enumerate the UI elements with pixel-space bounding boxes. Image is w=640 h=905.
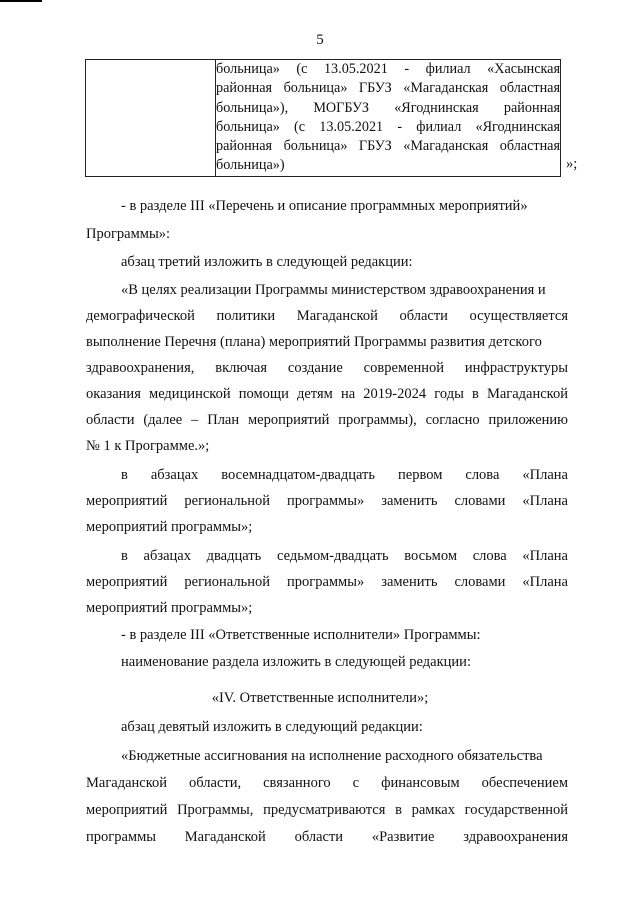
paragraph-line: в абзацах восемнадцатом-двадцать первом слова «Плана [121, 467, 568, 483]
section-heading: «IV. Ответственные исполнители»; [211, 690, 429, 706]
table-line: больница» (с 13.05.2021 - филиал «Ягоднинская [216, 118, 560, 135]
paragraph-line: области (далее – План мероприятий программы), согласно приложению [86, 412, 568, 428]
paragraph-line: абзац девятый изложить в следующий редакции: [121, 719, 423, 735]
paragraph-line: Магаданской области, связанного с финансовым обеспечением [86, 775, 568, 791]
paragraph-line: «В целях реализации Программы министерством здравоохранения и [121, 282, 546, 298]
paragraph-line: абзац третий изложить в следующей редакции: [121, 254, 413, 270]
continuation-table [85, 59, 561, 177]
paragraph-line: мероприятий региональной программы» заменить словами «Плана [86, 574, 568, 590]
table-text-cell [216, 60, 561, 177]
corner-scan-mark [0, 0, 42, 2]
paragraph-line: демографической политики Магаданской области осуществляется [86, 308, 568, 324]
table-closing-quote: »; [566, 156, 578, 172]
paragraph-line: Программы»: [86, 226, 170, 242]
paragraph-line: мероприятий региональной программы» заменить словами «Плана [86, 493, 568, 509]
table-line: больница») [216, 157, 285, 174]
paragraph-line: оказания медицинской помощи детям на 2019-2024 годы в Магаданской [86, 386, 568, 402]
paragraph-line: - в разделе III «Перечень и описание программных мероприятий» [121, 198, 528, 214]
table-line: больница» (с 13.05.2021 - филиал «Хасынская [216, 61, 560, 77]
paragraph-line: мероприятий программы»; [86, 519, 253, 535]
paragraph-line: наименование раздела изложить в следующей редакции: [121, 654, 471, 670]
paragraph-line: мероприятий Программы, предусматриваются в рамках государственной [86, 802, 568, 818]
table-line: больница»), МОГБУЗ «Ягоднинская районная [216, 99, 560, 116]
paragraph-line: программы Магаданской области «Развитие здравоохранения [86, 829, 568, 845]
table-empty-cell [86, 60, 216, 177]
paragraph-line: в абзацах двадцать седьмом-двадцать восьмом слова «Плана [121, 548, 568, 564]
paragraph-line: здравоохранения, включая создание современной инфраструктуры [86, 360, 568, 376]
paragraph-line: мероприятий программы»; [86, 600, 253, 616]
paragraph-line: выполнение Перечня (плана) мероприятий Программы развития детского [86, 334, 542, 350]
table-line: районная больница» ГБУЗ «Магаданская областная [216, 138, 560, 155]
paragraph-line: № 1 к Программе.»; [86, 438, 210, 454]
paragraph-line: «Бюджетные ассигнования на исполнение расходного обязательства [121, 748, 543, 764]
page-number: 5 [316, 32, 324, 48]
paragraph-line: - в разделе III «Ответственные исполнители» Программы: [121, 627, 481, 643]
table-row [86, 60, 561, 177]
table-line: районная больница» ГБУЗ «Магаданская областная [216, 80, 560, 97]
